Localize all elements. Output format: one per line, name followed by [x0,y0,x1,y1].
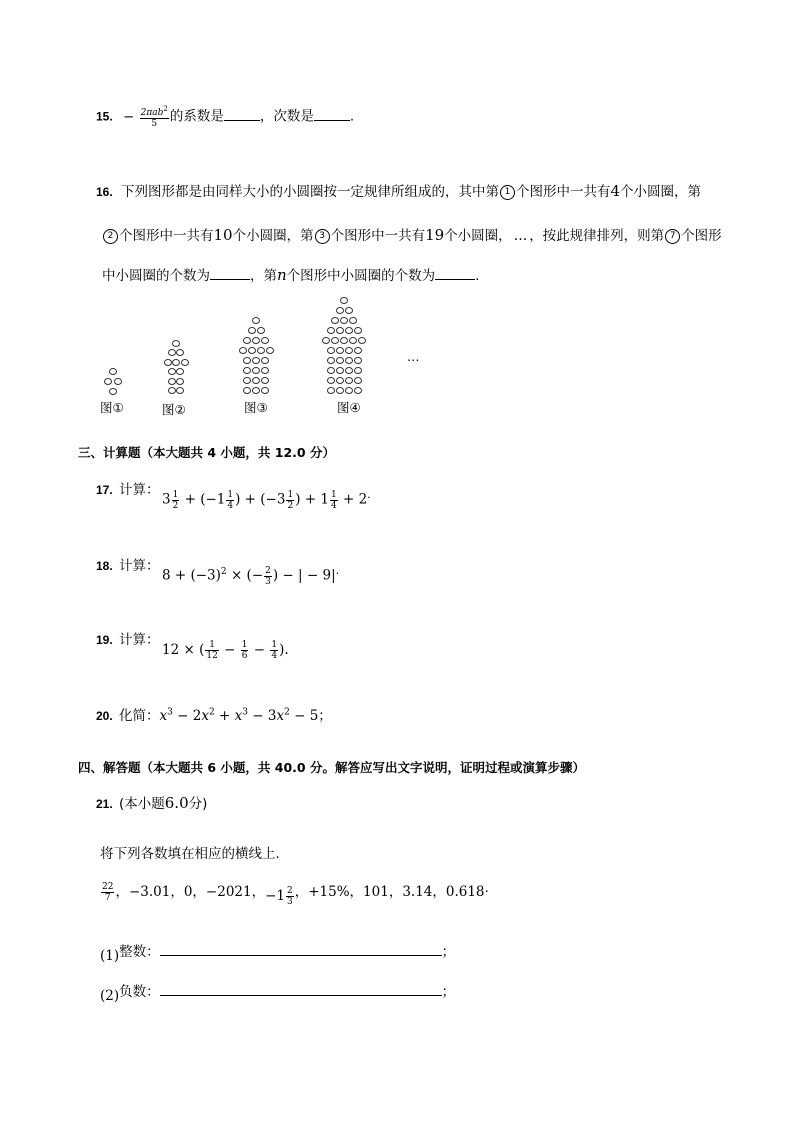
circle-dot-4 [345,347,353,354]
question-21-instruction: 将下列各数填在相应的横线上． [100,846,289,862]
question-number: 17. [96,483,113,497]
circle-dot-4 [345,307,353,314]
circled-number: 1 [500,185,515,200]
circle-dot-3 [243,337,251,344]
circled-number: 7 [665,229,680,244]
circle-dot-2 [168,349,176,356]
circle-dot-3 [261,387,269,394]
question-16-line-2: 2 个图形中一共有10个小圆圈，第 3 个图形中一共有19个小圆圈， … ，按此规律排列，则第 7 个图形 [102,224,722,244]
circle-dot-1 [109,368,117,375]
circle-dot-4 [331,337,339,344]
negatives-answer-line[interactable] [160,983,442,996]
question-18: 18. 计算： [96,558,160,574]
circle-dot-2 [168,387,176,394]
circle-dot-4 [336,377,344,384]
circle-dot-4 [345,357,353,364]
circle-dot-3 [261,367,269,374]
circle-dot-3 [252,377,260,384]
circled-number: 2 [103,229,118,244]
circle-dot-2 [176,387,184,394]
circle-dot-3 [261,357,269,364]
circle-dot-4 [354,387,362,394]
circle-dot-3 [243,357,251,364]
circle-dot-3 [252,357,260,364]
circle-dot-4 [336,367,344,374]
circle-dot-3 [257,347,265,354]
circle-dot-4 [345,377,353,384]
circle-dot-4 [327,367,335,374]
question-18-expression: $8 + (-3)^2$ × (− $\frac{2}{3}$ ) − | − 9|. [162,564,340,587]
circle-dot-4 [345,327,353,334]
section-4-heading: 四、解答题（本大题共 6 小题，共 40.0 分。解答应写出文字说明，证明过程或演算步骤） [78,760,585,775]
circle-dot-4 [336,307,344,314]
circle-dot-3 [252,367,260,374]
question-17-expression: 3 $\frac{1}{2}$ + (−1 $\frac{1}{4}$ ) + (−3 $\frac{1}{2}$ ) + 1 $\frac{1}{4}$ + 2. [162,488,371,511]
dot-pattern-figures [0,0,794,420]
circle-dot-4 [354,367,362,374]
circle-dot-2 [176,378,184,385]
circle-dot-4 [354,327,362,334]
question-20: 20. 化简：$x^3 - 2x^2 + x^3 - 3x^2 - 5$； [96,707,332,724]
circled-number: 3 [315,229,330,244]
circle-dot-3 [261,337,269,344]
circle-dot-4 [327,327,335,334]
circle-dot-4 [340,297,348,304]
circle-dot-4 [327,357,335,364]
circle-dot-3 [252,387,260,394]
circle-dot-4 [336,347,344,354]
circle-dot-2 [172,340,180,347]
coefficient-fraction: $\frac{2\pi ab^2}{5}$ [140,105,168,129]
circle-dot-3 [266,347,274,354]
question-17: 17. 计算： [96,482,160,498]
circle-dot-4 [327,387,335,394]
figure-label-4: 图④ [337,400,361,415]
figure-label-2: 图② [162,402,186,417]
question-19: 19. 计算： [96,632,160,648]
circle-dot-4 [349,317,357,324]
circle-dot-3 [243,367,251,374]
question-21: 21. (本小题6.0分) [96,794,208,812]
circle-dot-3 [243,387,251,394]
figure-label-3: 图③ [244,400,268,415]
circle-dot-3 [252,337,260,344]
circle-dot-4 [340,317,348,324]
circle-dot-4 [345,387,353,394]
question-21-number-list: $\frac{22}{7}$ ，−3.01，0，−2021，−1 $\frac{2}{3}$ ，+15%，101，3.14，0.618· [102,881,489,907]
question-16-line-3: 中小圆圈的个数为 ，第n个图形中小圆圈的个数为 . [102,266,480,284]
figure-more-ellipsis: … [407,349,420,364]
question-number: 15. [96,109,113,124]
question-19-expression: 12 × ( $\frac{1}{12}$ − $\frac{1}{6}$ − $\frac{1}{4}$ ). [162,640,289,661]
circle-dot-4 [358,337,366,344]
circle-dot-2 [176,368,184,375]
circle-dot-4 [349,337,357,344]
circle-dot-2 [164,359,172,366]
integers-answer-line[interactable] [160,943,442,956]
circle-dot-3 [261,377,269,384]
question-number: 21. [96,797,113,811]
circle-dot-3 [243,377,251,384]
circle-dot-2 [176,349,184,356]
question-number: 18. [96,559,113,573]
circle-dot-3 [252,317,260,324]
circle-dot-2 [168,368,176,375]
circle-dot-3 [257,327,265,334]
question-21-part-1: (1)整数： ； [100,944,456,964]
circle-dot-2 [172,359,180,366]
circle-dot-4 [327,347,335,354]
circle-dot-1 [109,388,117,395]
circle-dot-1 [114,378,122,385]
circle-dot-3 [248,347,256,354]
circle-dot-2 [168,378,176,385]
section-3-heading: 三、计算题（本大题共 4 小题，共 12.0 分） [78,445,335,460]
question-number: 16. [96,185,113,199]
minus-sign: − [122,108,135,125]
circle-dot-1 [104,378,112,385]
question-15: 15. − $\frac{2\pi ab^2}{5}$ 的系数是 ，次数是 . [96,105,355,129]
circle-dot-4 [354,377,362,384]
circle-dot-4 [336,387,344,394]
circle-dot-4 [345,367,353,374]
circle-dot-3 [248,327,256,334]
circle-dot-4 [336,357,344,364]
circle-dot-4 [327,377,335,384]
figure-label-1: 图① [100,400,124,415]
question-number: 20. [96,709,113,723]
question-16-line-1: 16. 下列图形都是由同样大小的小圆圈按一定规律所组成的，其中第 1 个图形中一共有4个小圆圈，第 [96,182,702,200]
question-21-part-2: (2)负数： ； [100,984,456,1004]
circle-dot-2 [181,359,189,366]
circle-dot-4 [331,317,339,324]
circle-dot-4 [354,357,362,364]
circle-dot-4 [322,337,330,344]
question-number: 19. [96,633,113,647]
circle-dot-4 [354,347,362,354]
circle-dot-4 [340,337,348,344]
circle-dot-3 [239,347,247,354]
circle-dot-4 [336,327,344,334]
